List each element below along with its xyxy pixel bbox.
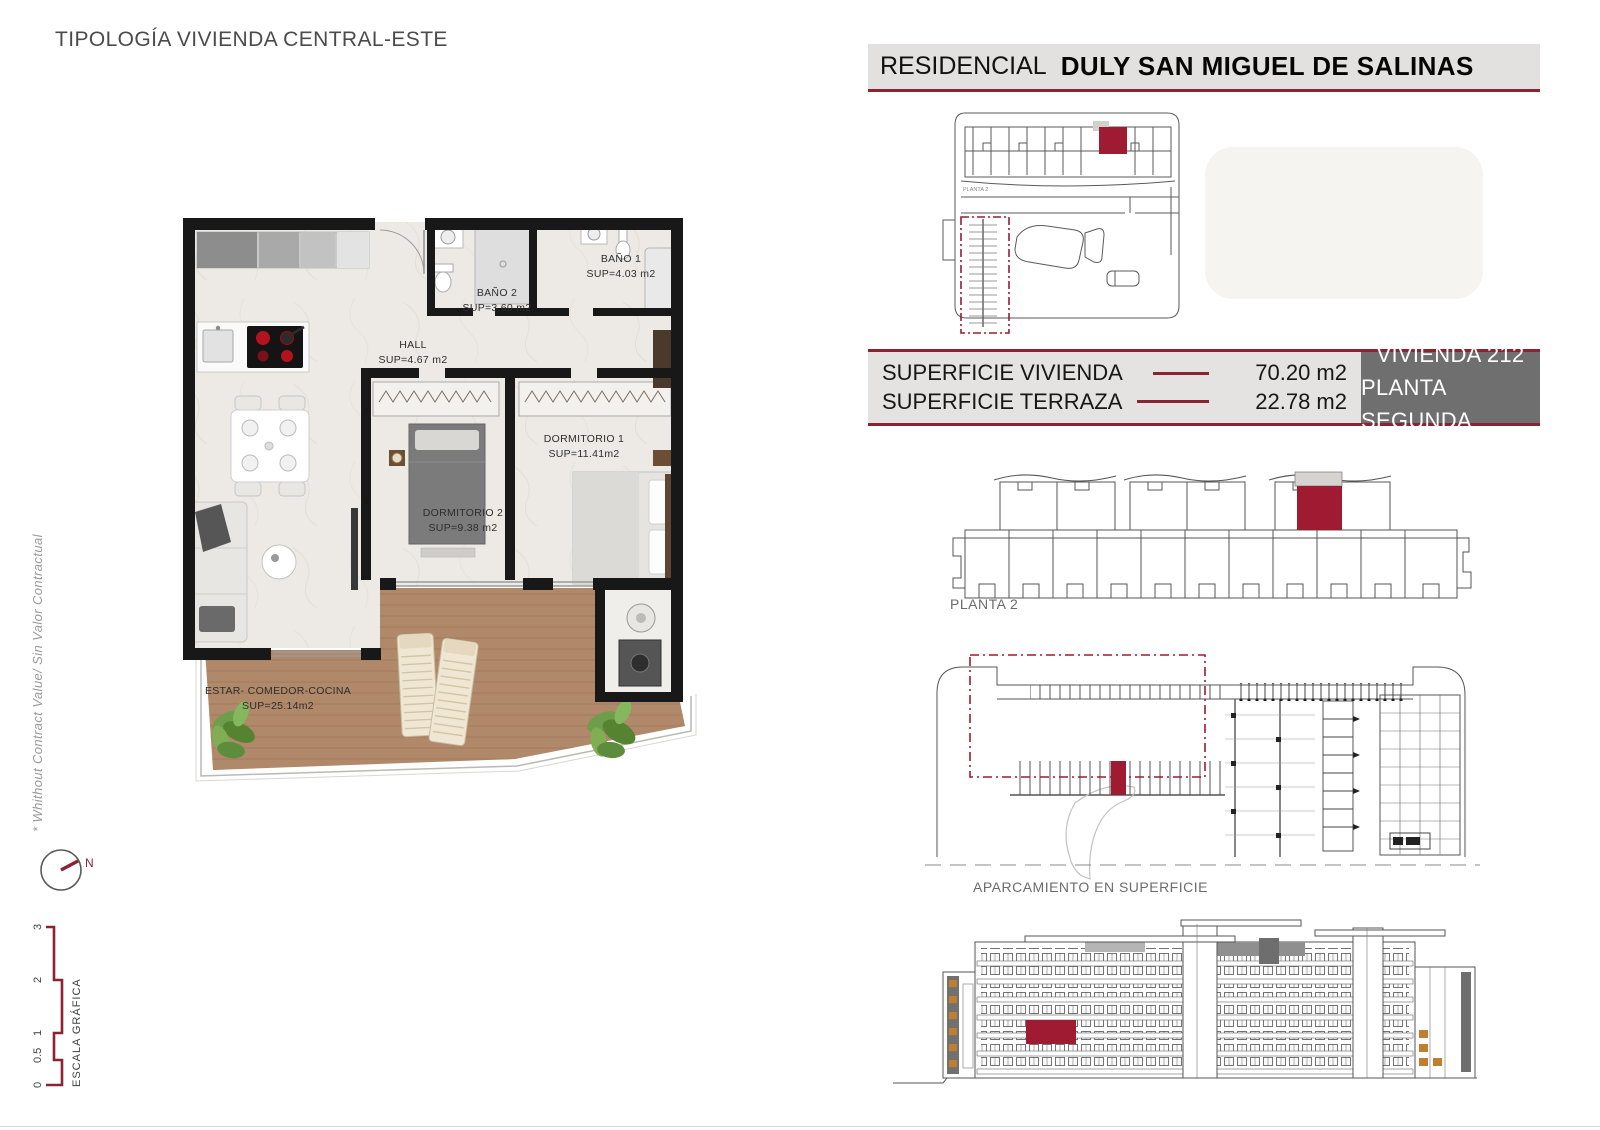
svg-text:2: 2 bbox=[32, 976, 44, 983]
unit-floor: PLANTA SEGUNDA bbox=[1361, 375, 1472, 433]
room-label-bano2: BAÑO 2 SUP=3.60 m2 bbox=[462, 287, 532, 314]
vertical-disclaimer: * Whithout Contract Value/ Sin Valor Contractual bbox=[30, 534, 45, 832]
graphic-scale bbox=[24, 915, 104, 1105]
left-wing bbox=[943, 972, 975, 1078]
highlighted-unit bbox=[1297, 486, 1342, 530]
surface-row-vivienda: SUPERFICIE VIVIENDA 70.20 m2 bbox=[882, 360, 1347, 386]
dash-rule bbox=[1137, 400, 1209, 403]
selection-dashed-box bbox=[970, 655, 1205, 777]
dash-rule bbox=[1153, 372, 1209, 375]
coffee-table bbox=[262, 545, 296, 579]
surface-rows bbox=[868, 352, 1361, 423]
svg-text:1: 1 bbox=[32, 1029, 44, 1036]
planta2-svg bbox=[945, 460, 1475, 610]
scale-label: ESCALA GRÁFICA bbox=[71, 978, 83, 1087]
header-name: DULY SAN MIGUEL DE SALINAS bbox=[1060, 51, 1474, 81]
compass-icon bbox=[36, 844, 106, 908]
residencial-header bbox=[868, 44, 1540, 92]
site-plan-svg bbox=[925, 105, 1195, 340]
right-wing bbox=[1415, 967, 1475, 1078]
page-title: TIPOLOGÍA VIVIENDA CENTRAL-ESTE bbox=[55, 28, 448, 51]
planta2-label: PLANTA 2 bbox=[950, 596, 1019, 612]
unit-number: VIVIENDA 212 bbox=[1376, 342, 1525, 367]
room-label-dorm2: DORMITORIO 2 SUP=9.38 m2 bbox=[422, 507, 504, 534]
unit-badge bbox=[1361, 342, 1540, 433]
page-bottom-rule bbox=[0, 1126, 1600, 1127]
svg-text:0.5: 0.5 bbox=[32, 1047, 44, 1063]
room-label-bano1: BAÑO 1 SUP=4.03 m2 bbox=[586, 253, 656, 280]
tv-unit bbox=[351, 508, 358, 590]
parking-svg bbox=[925, 643, 1480, 893]
site-plan-tiny-label: PLANTA 2 bbox=[963, 187, 989, 193]
room-label-hall: HALL SUP=4.67 m2 bbox=[378, 339, 448, 366]
svg-text:3: 3 bbox=[32, 923, 44, 930]
header-prefix: RESIDENCIAL bbox=[880, 52, 1047, 80]
parking-label: APARCAMIENTO EN SUPERFICIE bbox=[973, 879, 1208, 895]
floor-plan bbox=[175, 210, 715, 810]
svg-text:0: 0 bbox=[32, 1081, 44, 1088]
room-label-dorm1: DORMITORIO 1 SUP=11.41m2 bbox=[543, 433, 625, 460]
highlighted-stall bbox=[1111, 761, 1126, 795]
blank-patch bbox=[1205, 147, 1483, 299]
highlighted-unit bbox=[1026, 1020, 1076, 1044]
room-label-estar: ESTAR- COMEDOR-COCINA SUP=25.14m2 bbox=[204, 685, 352, 712]
highlighted-unit bbox=[1099, 127, 1127, 154]
surface-info-panel bbox=[868, 342, 1540, 433]
svg-text:N: N bbox=[85, 856, 94, 870]
elevation-svg bbox=[885, 912, 1505, 1097]
dining-table bbox=[231, 396, 309, 496]
surface-row-terraza: SUPERFICIE TERRAZA 22.78 m2 bbox=[882, 388, 1347, 414]
